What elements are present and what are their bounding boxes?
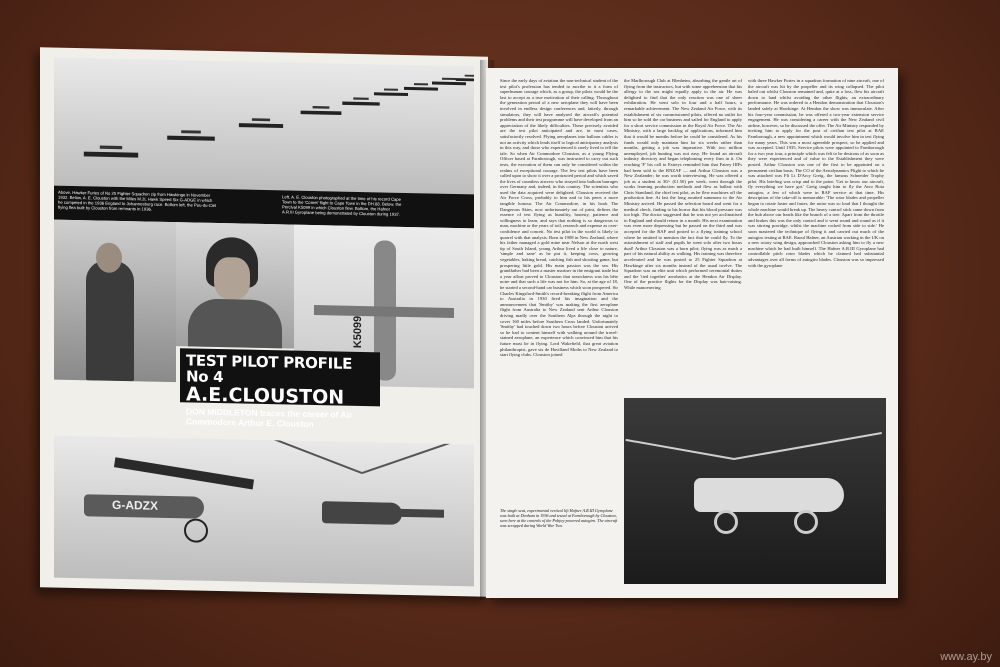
article-title <box>180 348 380 409</box>
aircraft-icon <box>84 145 138 162</box>
gyro-tail <box>394 509 444 518</box>
title-line-2: A.E.CLOUSTON <box>186 383 345 409</box>
gyro-wheel <box>714 510 738 534</box>
caption-top-left: Above, Hawker Furies of No 25 Fighter Squadron zip from Hawkinge in November 1932. Below, A. E. Clouston with the Miles M.2L Hawk Speed Six G-ADGE in which he competed in the 1936 England to Johannesburg race. Bottom left, the Pou-du-Ciel flying flea built by Clouston from remnants in 1936. <box>58 189 217 212</box>
registration-flea: G-ADZX <box>112 497 158 513</box>
column-1-text: Since the early days of aviation the non-technical student of the test pilot's profession has tended to ascribe to it a form of superhuman courage which, as a group, the pilots would be the last to accept as a true motivation of their calling. Throughout the generation period of a new aeroplane they will have been involved in endless design conferences and, latterly, through simulators, they will have analysed the aircraft's potential problems and their test programme will have developed from an appreciation of the likely difficulties. These precisely avoided are the test pilot anticipated and are, in most cases, satisfactorily resolved. Flying aeroplanes into balloon cables is not an activity which lends itself to logical anticipatory analysis in this way, and those who experienced it rarely lived to tell the tale. So when Air Commodore Clouston, as a young Flying Officer based at Farnborough, was instructed to carry out such tests, the execution of them can only be considered within the realms of exceptional courage. The few test pilots have been called upon to show it over a protracted period and which saved the lives of countless aircrew who strayed into balloon barrages over Germany and, indeed, in this country. The scientists who used the data acquired were delighted; Clouston received the Air Force Cross, probably to him and to his peers a more tangible honour. The Air Commodore, in his book The Dangerous Skies, now unfortunately out of print, defines the essence of test flying as humility, honesty, patience and willingness to learn, and says that nothing is so dangerous to man, machine or the years of toil, research and expense as over-confidence and conceit. No test pilot in the world is likely to quarrel with that analysis. Born in 1908 in New Zealand, where his father managed a gold mine near Nelson at the north west tip of South Island, young Arthur lived a life close to nature, 'simple and sane' as he put it, keeping cows, growing vegetables, baking bread, catching fish and shooting game, but prospering little gold. His main passion was the sea. His grandfather had been a master mariner in the emigrant trade but a year afloat proved to Clouston that seasickness was his bête noire and that such a life was not for him. So, at the age of 18, he started a second-hand car business which soon prospered. Sir Charles Kingsford-Smith's record-breaking flight from America to Australia in 1930 fired his imagination and the announcement that 'Smithy' was making the first aeroplane flight from Australia to New Zealand sent Arthur Clouston driving madly over the Southern Alps through the night to cover 160 miles before Southern Cross landed. Unfortunately 'Smithy' had touched down two hours before Clouston arrived so he had to content himself with walking around the travel-stained aeroplane, an experience which convinced him that his future must lie in flying. Lord Wakefield, that great aviation philanthropist, gave six de Havilland Moths to New Zealand to start flying clubs. Clouston joined <box>500 78 618 358</box>
photo-flying-flea <box>54 436 262 582</box>
photo-clouston-standing <box>54 220 176 383</box>
aircraft-icon <box>374 88 408 99</box>
photo-clouston-portrait <box>176 222 294 348</box>
aircraft-icon <box>239 118 283 132</box>
gyro-wheel <box>794 510 818 534</box>
gyro-body <box>322 501 402 525</box>
watermark: www.ay.by <box>940 651 992 663</box>
landing-gear <box>184 518 208 543</box>
text-column-1 <box>500 78 618 578</box>
aircraft-icon <box>456 75 474 85</box>
photo-gyroplane-ground <box>624 398 886 584</box>
right-page <box>486 68 898 598</box>
photo-fighter-formation <box>54 58 474 195</box>
rotor-blade <box>734 432 882 460</box>
magazine-spread <box>18 40 898 600</box>
aircraft-icon <box>342 97 379 109</box>
caption-top-right: Left, A. E. Clouston photographed at the time of his record Cape Town to the 'Comet' flight to Cape Town in the DH.88. Below, the Percival K5099 in which Clouston flew. Bottom, the Hafner A.R.III Gyroplane being demonstrated by Clouston during 1937. <box>282 194 402 217</box>
aircraft-icon <box>301 106 342 119</box>
wing <box>314 305 454 318</box>
column-2-text: the Marlborough Club at Blenheim, absorbing the gentle art of flying from the instructors, but with some apprehension that his allergy to the sea might equally apply to the air. He was delighted to find that the only reaction was one of sheer exhilaration. He went solo in four and a half hours, a remarkable achievement. The New Zealand Air Force, with its establishment of six commissioned pilots, offered no outlet for him so he sold the car business and sailed for England to apply for a short service commission in the Royal Air Force. The Air Ministry, with a large backlog of applications, informed him that it would be months before he could be considered. As his funds would only maintain him for six weeks rather than months, getting a job was imperative. With two million unemployed, job hunting was not easy. He found an aircraft industry directory and began telephoning every firm in it. On reaching 'F' his call to Faireys reminded him that Fairey IIIFs had been sold to the RNZAF — and Arthur Clouston was a New Zealander; he was worth interviewing. He was offered a job as a student at 30/- (£1.50) per week, went through the works learning production methods and flew as ballast with Chris Staniland, the chief test pilot, as he flew machines off the production line. At last the long awaited summons to the Air Ministry arrived. He passed the selection board and went for a medical check, finding to his horror that his blood pressure was too high. The doctor suggested that he was not yet acclimatised to England and should return in a month. His next examination was even more depressing but he passed on the third and was accepted for the RAF and posted to a flying training school where he omitted to mention the fact that he could fly. To the astonishment of staff and pupils he went solo after two hours dual! Arthur Clouston was a born pilot; flying was as much a part of his natural ability as walking. His training was therefore accelerated and he was posted to 25 Fighter Squadron at Hawkinge after six months instead of the usual twelve. The Squadron was an elite unit which performed ceremonial duties and the 'tied together' aerobatics at the Hendon Air Display. One of the practice flights for the Display was hair-raising. While manoeuvring <box>624 78 742 290</box>
registration-k5099: K5099 <box>352 315 365 349</box>
text-column-3 <box>748 78 884 396</box>
title-line-1: TEST PILOT PROFILE No 4 <box>186 351 353 387</box>
person-figure <box>86 260 134 381</box>
rotor-blade <box>362 440 466 474</box>
byline: DON MIDDLETON traces the career of Air Commodore Arthur E. Clouston <box>186 406 353 430</box>
flying-jacket <box>188 298 282 348</box>
flea-wing <box>114 457 254 489</box>
photo-gyroplane-flight <box>262 440 474 586</box>
aircraft-icon <box>167 130 215 145</box>
left-page <box>40 47 488 596</box>
person-head <box>96 242 122 273</box>
column-3-text: with three Hawker Furies in a squadron formation of nine aircraft, one of the aircraft was hit by the propeller and its wing collapsed. The pilot baled out whilst Clouston remained and, quite at a loss, flew his aircraft down to land whilst avoiding the other flights, an extraordinary performance. He was ordered to a Hendon demonstration that Clouston's landed safely at Hawkinge. At Hendon the show was immaculate. After his four-year commission, he was offered a two-year extension service engagement. He was considering a career with the New Zealand civil airline, however, so he discussed the offer. The Air Ministry responded by inviting him to apply for the post of civilian test pilot at RAE Farnborough, a new appointment which would involve him in test flying for many years. This was a most agreeable prospect, so he applied and was accepted. Until 1935, Service pilots were appointed to Farnborough for a two year tour, a principle which was felt to be desirous of as soon as they were experienced and of value to the Establishment they were posted. Arthur Clouston was one of the first to be appointed on a permanent civilian basis. The CO of the Aerodynamics Flight to which he was attached was Flt Lt D'Arcy Greig, the famous Schneider Trophy pilot. His briefing was crisp and to the point: 'Get to know our aircraft, fly everything we have got.' Greig taught him to fly the Avro Rota autogiro, a few of which were in RAF service at that time. His description of the take-off is memorable: 'The rotor blades and propeller began to rotate faster and faster, the noise was so loud that I thought the whole machine would break up. The heavy control stick came down from the hub above our heads like the branch of a tree. Apart from the throttle and brakes this was the only control and it went round and round as if it was stirring porridge, whilst the machine rocked from side to side.' He soon mastered the technique of flying it and carried out much of the autogiro testing at RAE. Raoul Hafner, an Austrian working in the UK on a new rotary wing design, approached Clouston asking him to fly a new machine which he had built himself. The Hafner A.R.III Gyroplane had controllable pitch rotor blades which he claimed had substantial advantages over all forms of autogiro blades. Clouston was so impressed with the gyroplane <box>748 78 884 268</box>
text-column-2 <box>624 78 742 396</box>
rotor-blade <box>268 440 363 474</box>
gyro-fuselage <box>694 478 844 512</box>
face <box>214 257 250 300</box>
rotor-blade <box>625 439 734 460</box>
caption-gyroplane: The single seat, experimental vertical lift Hafner A.R.III Gyroplane was built at Denham in 1936 and tested at Farnborough by Clouston, seen here at the controls of the Pobjoy-powered autogiro. The aircraft was scrapped during World War Two. <box>500 508 618 528</box>
